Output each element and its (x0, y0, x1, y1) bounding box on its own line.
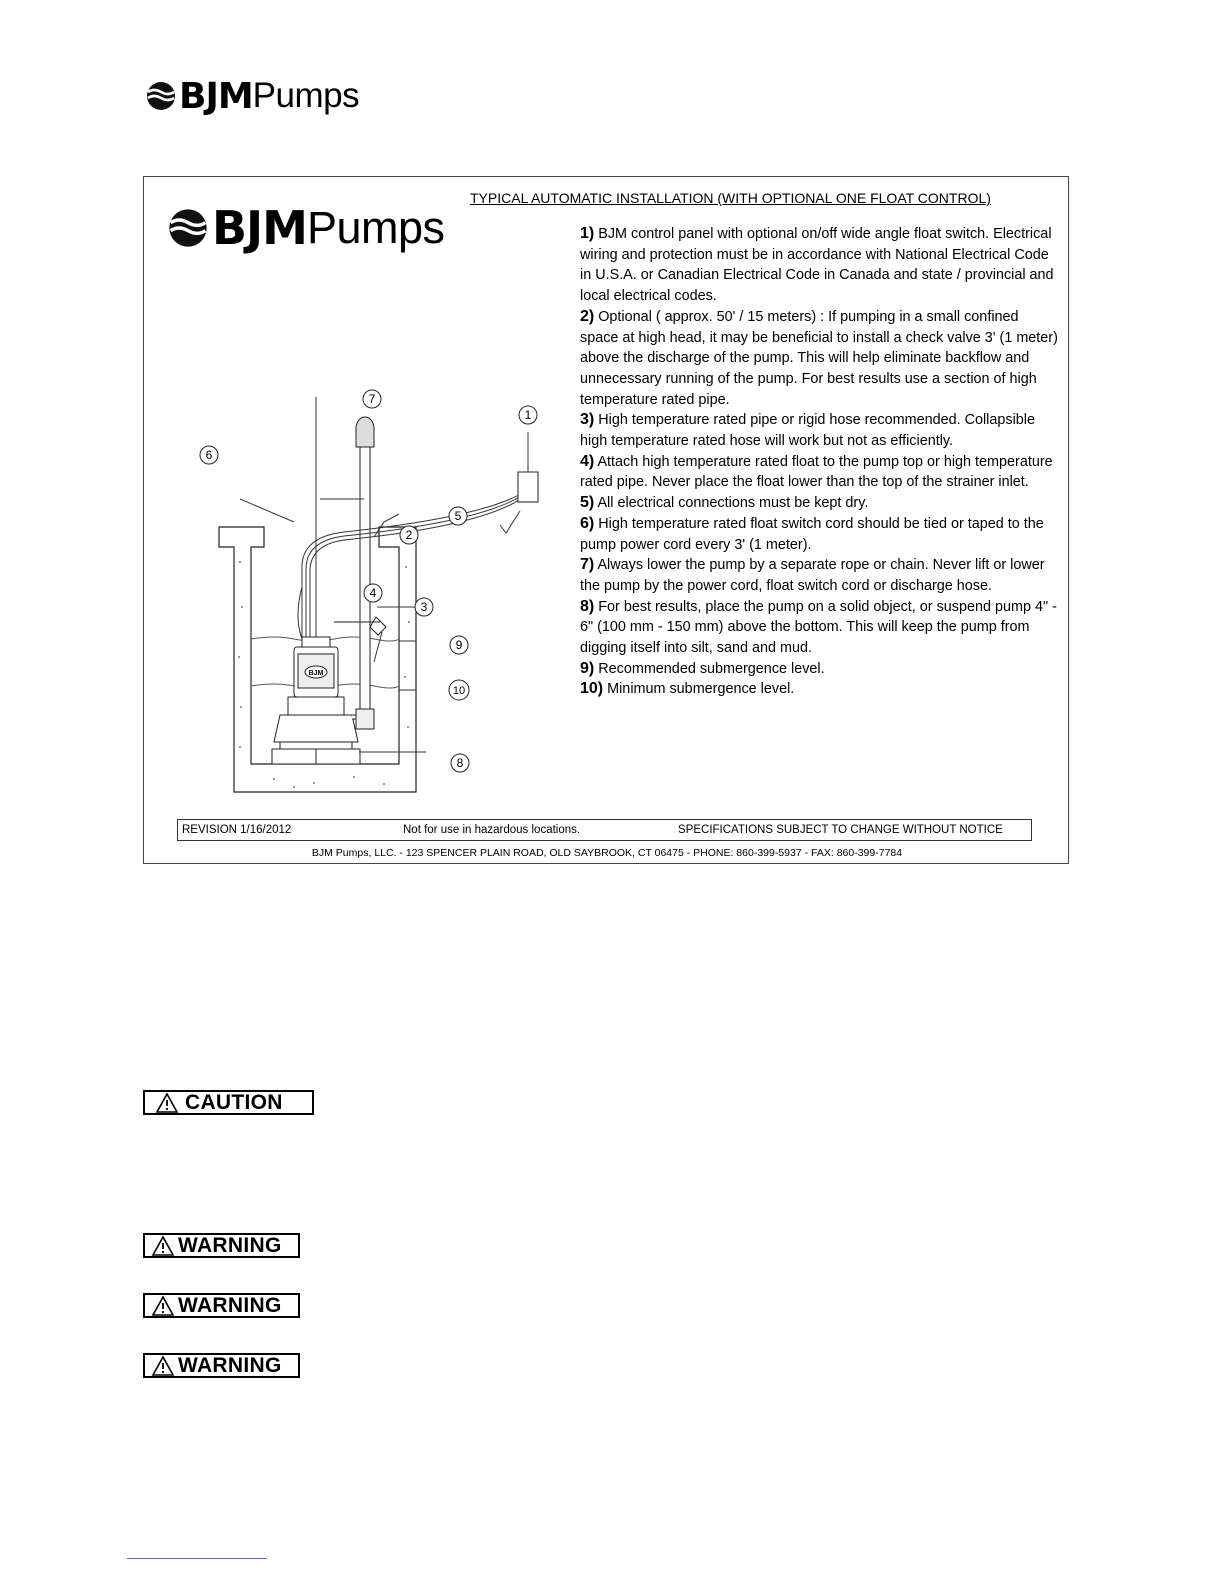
diagram-title: TYPICAL AUTOMATIC INSTALLATION (WITH OPTIONAL ONE FLOAT CONTROL) (470, 190, 991, 206)
discharge-pipe (352, 442, 370, 719)
warning-badge (143, 1293, 300, 1318)
warning-badge (143, 1233, 300, 1258)
callout-4 (364, 584, 382, 602)
svg-text:4: 4 (369, 586, 377, 600)
svg-text:1: 1 (524, 408, 532, 422)
bjm-wave-logo-icon (168, 208, 208, 248)
callout-7 (363, 390, 381, 408)
note-7: 7) Always lower the pump by a separate rope or chain. Never lift or lower the pump by the power cord, float switch cord or discharge hose. (580, 556, 1045, 594)
note-2: 2) Optional ( approx. 50' / 15 meters) : If pumping in a small confined space at high head, it may be beneficial to install a check valve 3' (1 meter) above the discharge of the pump. This will help eliminate backflow and unnecessary running of the pump. For best results use a section of high temperature rated pipe. (580, 307, 1058, 408)
warning-badge (143, 1353, 300, 1378)
header-logo (146, 72, 359, 120)
note-9: 9) Recommended submergence level. (580, 659, 825, 677)
note-8: 8) For best results, place the pump on a solid object, or suspend pump 4" - 6" (100 mm - 150 mm) above the bottom. This will keep the pump from digging itself into silt, sand and mud. (580, 597, 1057, 657)
note-5: 5) All electrical connections must be kept dry. (580, 494, 869, 512)
svg-text:7: 7 (368, 392, 376, 406)
pump-installation-diagram (184, 287, 584, 807)
footnote-separator (127, 1558, 267, 1559)
brand-light: Pumps (306, 202, 445, 253)
revision-date: REVISION 1/16/2012 (182, 824, 292, 836)
pump-badge: BJM (308, 670, 324, 677)
warning-label: WARNING (178, 1293, 282, 1317)
callout-9 (450, 636, 468, 654)
pump (274, 637, 358, 749)
warning-label: WARNING (178, 1233, 282, 1257)
brand-light: Pumps (252, 76, 360, 115)
note-4: 4) Attach high temperature rated float to the pump top or high temperature rated pipe. Never place the float lower than the top of the strainer inlet. (580, 452, 1053, 491)
installation-notes (580, 224, 1060, 700)
note-3: 3) High temperature rated pipe or rigid hose recommended. Collapsible high temperature rated hose will work but not as efficiently. (580, 411, 1035, 450)
svg-text:6: 6 (205, 448, 213, 462)
drawing-logo (168, 199, 445, 257)
warning-triangle-icon (155, 1092, 179, 1114)
svg-text:3: 3 (420, 600, 428, 614)
callout-5 (449, 507, 467, 525)
svg-text:5: 5 (454, 509, 462, 523)
check-valve (356, 417, 374, 447)
callout-1 (519, 406, 537, 424)
note-1: 1) BJM control panel with optional on/off wide angle float switch. Electrical wiring and protection must be in accordance with National Electrical Code in U.S.A. or Canadian Electrical Code in Canada and state / provincial and local electrical codes. (580, 225, 1054, 305)
callout-10 (449, 680, 469, 700)
callout-3 (415, 598, 433, 616)
brand-bold: BJM (179, 75, 253, 117)
note-10: 10) Minimum submergence level. (580, 680, 795, 698)
note-6: 6) High temperature rated float switch cord should be tied or taped to the pump power cord every 3' (1 meter). (580, 514, 1044, 553)
company-address: BJM Pumps, LLC. - 123 SPENCER PLAIN ROAD, OLD SAYBROOK, CT 06475 - PHONE: 860-399-5937 - FAX: 860-399-7784 (311, 847, 903, 859)
callout-8 (451, 754, 469, 772)
callout-2 (400, 526, 418, 544)
svg-text:10: 10 (452, 685, 466, 697)
bjm-wave-logo-icon (146, 81, 176, 111)
warning-triangle-icon (151, 1355, 175, 1377)
warning-triangle-icon (151, 1235, 175, 1257)
svg-text:2: 2 (405, 528, 413, 542)
brand-bold: BJM (212, 201, 307, 255)
callout-leaders (240, 432, 528, 752)
spec-note: SPECIFICATIONS SUBJECT TO CHANGE WITHOUT NOTICE (678, 824, 1003, 836)
callout-6 (200, 446, 218, 464)
warning-label: WARNING (178, 1353, 282, 1377)
installation-drawing (143, 176, 1069, 864)
caution-label: CAUTION (185, 1090, 283, 1114)
svg-text:9: 9 (455, 638, 463, 652)
svg-text:8: 8 (456, 756, 464, 770)
warning-triangle-icon (151, 1295, 175, 1317)
drawing-footer (177, 819, 1032, 841)
hazard-note: Not for use in hazardous locations. (403, 824, 581, 836)
caution-badge (143, 1090, 314, 1115)
control-panel (518, 472, 538, 502)
